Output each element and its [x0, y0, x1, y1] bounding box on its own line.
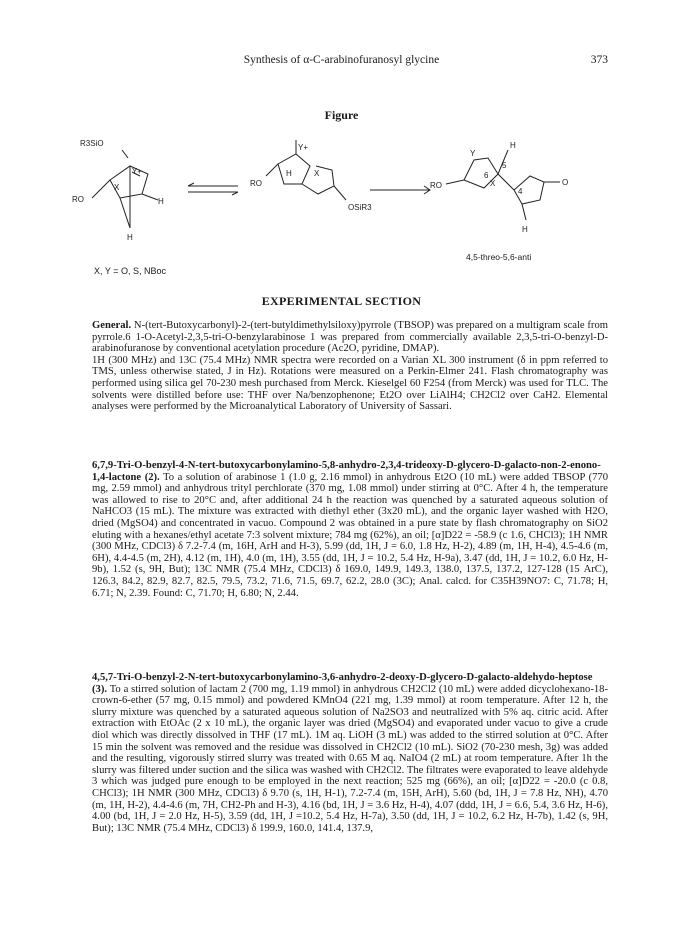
label-n6: 6: [484, 171, 489, 180]
label-ro-left: RO: [72, 195, 84, 204]
label-n4: 4: [518, 187, 523, 196]
label-n5: 5: [502, 161, 507, 170]
compound2-body: To a solution of arabinose 1 (1.0 g, 2.16 mmol) in anhydrous Et2O (10 mL) were added TBSOP (770 mg, 2.59 mmol) and anhydrous trityl perchlorate (370 mg, 1.08 mmol) under stirring at 0°C. After 4 h, the temperature was allowed to rise to 20°C and, after additional 24 h the reaction was quenched by a saturated aqueous solution of NaHCO3 (15 mL). The mixture was extracted with diethyl ether (3x20 mL), and the organic layer washed with H2O, dried (MgSO4) and concentrated in vacuo. Compound 2 was obtained in a pure state by flash chromatography on SiO2 eluting with a hexanes/ethyl acetate 7:3 solvent mixture; 784 mg (62%), an oil; [α]D22 = -58.9 (c 1.6, CHCl3); 1H NMR (300 MHz, CDCl3) δ 7.2-7.4 (m, 16H, ArH and H-3), 5.99 (dd, 1H, J = 6.0, 1.8 Hz, H-2), 4.89 (m, 1H, H-4), 4.5-4.6 (m, 6H), 4.4-4.5 (m, 2H), 4.12 (m, 1H), 4.0 (m, 1H), 3.55 (dd, 1H, J = 10.2, 5.4 Hz, H-9a), 3.47 (dd, 1H, J = 10.2, 6.0 Hz, H-9b), 1.52 (s, 9H, But); 13C NMR (75.4 MHz, CDCl3) δ 169.0, 149.9, 149.3, 138.0, 137.5, 137.2, 127-128 (15 ArC), 126.3, 84.2, 82.9, 82.7, 82.5, 79.5, 73.2, 71.6, 71.5, 69.7, 62.2, 28.0 (3C); Anal. calcd. for C35H39NO7: C, 71.78; H, 6.71; N, 2.39. Found: C, 71.70; H, 6.80; N, 2.44.: [92, 471, 608, 599]
label-h-left: H: [158, 197, 164, 206]
label-x-left: X: [114, 183, 120, 192]
label-y-right: Y: [470, 149, 476, 158]
label-x-mid: X: [314, 169, 320, 178]
label-h-right-bottom: H: [522, 225, 528, 234]
label-osir3: OSiR3: [348, 203, 372, 212]
label-o-right: O: [562, 178, 569, 187]
compound3-paragraph: [92, 672, 608, 834]
xy-note: X, Y = O, S, NBoc: [94, 266, 166, 276]
label-y-left: Y+: [132, 167, 143, 176]
general-body: N-(tert-Butoxycarbonyl)-2-(tert-butyldimethylsiloxy)pyrrole (TBSOP) was prepared on a multigram scale from pyrrole.6 1-O-Acetyl-2,3,5-tri-O-benzylarabinose 1 was prepared from commercially available 2,3,5-tri-O-benzyl-D-arabinofuranose by conventional acetylation procedure (Ac2O, pyridine, DMAP).: [92, 320, 608, 355]
compound2-paragraph: [92, 460, 608, 599]
stereo-label: 4,5-threo-5,6-anti: [466, 252, 532, 262]
label-yplus-mid: Y+: [298, 143, 309, 152]
label-ro-mid: RO: [250, 179, 262, 188]
label-ro-right: RO: [430, 181, 442, 190]
page-number: 373: [590, 54, 608, 66]
label-x-right: X: [490, 179, 496, 188]
compound3-name: 4,5,7-Tri-O-benzyl-2-N-tert-butoxycarbonylamino-3,6-anhydro-2-deoxy-D-glycero-D-galacto-aldehydo-heptose (3).: [92, 672, 593, 695]
label-h-mid: H: [286, 169, 292, 178]
general-body2: 1H (300 MHz) and 13C (75.4 MHz) NMR spectra were recorded on a Varian XL 300 instrument (δ in ppm referred to TMS, unless otherwise stated, J in Hz). Rotations were measured on a Perkin-Elmer 241. Flash chromatography was performed using silica gel 70-230 mesh purchased from Merck. Kieselgel 60 F254 (from Merck) was used for TLC. The solvents were distilled before use: THF over Na/benzophenone; Et2O over LiAlH4; CH2Cl2 over CaH2. Elemental analyses were performed by the Microanalytical Laboratory of University of Sassari.: [92, 354, 608, 413]
figure-title: Figure: [324, 108, 359, 122]
label-r3sio: R3SiO: [80, 139, 104, 148]
general-paragraph: [92, 320, 608, 413]
label-h-right-top: H: [510, 141, 516, 150]
running-title: Synthesis of α-C-arabinofuranosyl glycine: [243, 54, 440, 66]
compound3-body: To a stirred solution of lactam 2 (700 mg, 1.19 mmol) in anhydrous CH2Cl2 (10 mL) were added dicyclohexano-18-crown-6-ether (57 mg, 0.15 mmol) and powdered KMnO4 (221 mg, 1.39 mmol) at room temperature. After 12 h, the slurry mixture was quenched by a saturated aqueous solution of Na2SO3 and neutralized with 5% aq. citric acid. After extraction with EtOAc (2 x 10 mL), the organic layer was dried (MgSO4) and evaporated under vacuo to give a crude diol which was directly dissolved in THF (17 mL). 1M aq. LiOH (3 mL) was added to the stirred solution at 0°C. After 15 min the solvent was removed and the residue was dissolved in CH2Cl2 (10 mL). SiO2 (70-230 mesh, 3g) was added and the resulting, vigorously stirred slurry was treated with 0.65 M aq. NaIO4 (2 mL) at room temperature. After 1h the slurry was filtered under suction and the silica was washed with CH2Cl2. The filtrates were evaporated to leave aldehyde 3 which was judged pure enough to be employed in the next reaction; 525 mg (66%), an oil; [α]D22 = -20.0 (c 0.8, CHCl3); 1H NMR (300 MHz, CDCl3) δ 9.70 (s, 1H, H-1), 7.2-7.4 (m, 15H, ArH), 5.60 (bd, 1H, J = 7.8 Hz, NH), 4.70 (m, 1H, H-2), 4.4-4.6 (m, 7H, CH2-Ph and H-3), 4.16 (bd, 1H, J = 3.6 Hz, H-4), 4.07 (ddd, 1H, J = 6.6, 5.4, 3.6 Hz, H-6), 4.00 (bd, 1H, J = 2.0 Hz, H-5), 3.59 (dd, 1H, J =10.2, 5.4 Hz, H-7a), 3.50 (dd, 1H, J = 10.2, 6.2 Hz, H-7b), 1.42 (s, 9H, But); 13C NMR (75.4 MHz, CDCl3) δ 199.9, 160.0, 141.4, 137.9,: [92, 683, 608, 834]
section-title: EXPERIMENTAL SECTION: [261, 294, 422, 308]
compound2-name: 6,7,9-Tri-O-benzyl-4-N-tert-butoxycarbonylamino-5,8-anhydro-2,3,4-trideoxy-D-glycero-D-galacto-non-2-enono-1,4-lactone (2).: [92, 460, 601, 483]
running-header: [0, 54, 683, 70]
general-lead: General.: [92, 320, 132, 331]
reaction-scheme: [70, 128, 610, 258]
label-h-bottom: H: [127, 233, 133, 242]
